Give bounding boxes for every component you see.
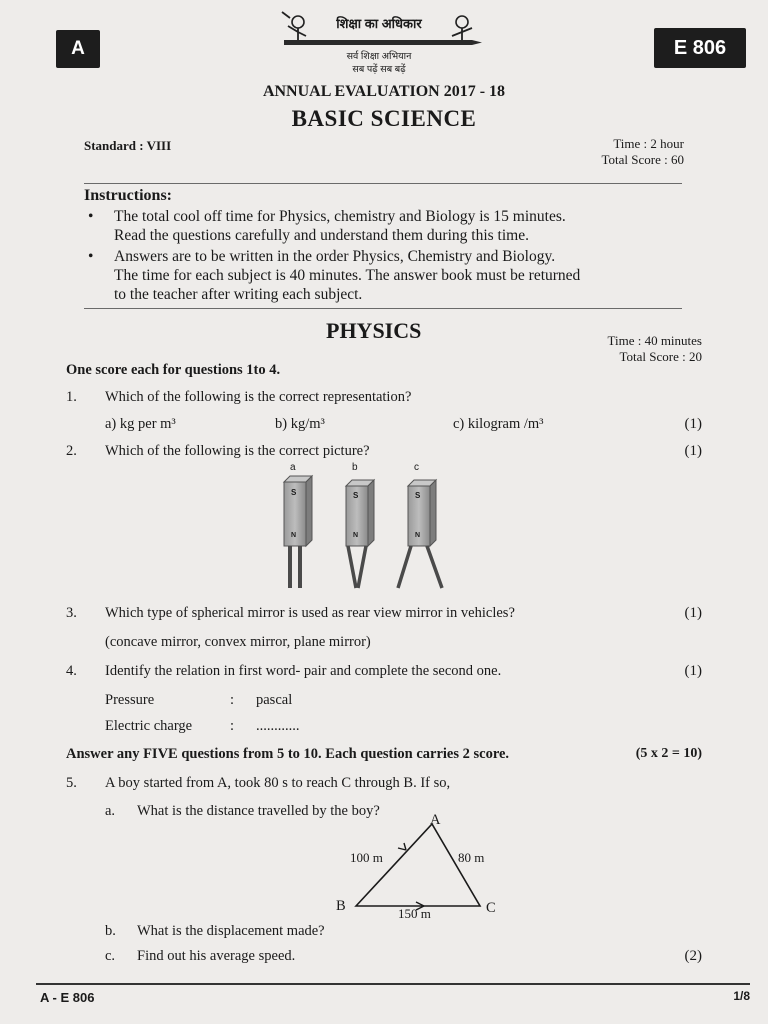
set-label-box (56, 30, 100, 68)
q4-row2-left: Electric charge (105, 718, 193, 734)
paper-code: E 806 (673, 36, 727, 59)
page-number: 1/8 (733, 989, 750, 1003)
q4-row2-blank: ............ (256, 718, 300, 734)
q4-mark: (1) (684, 663, 702, 679)
triangle-figure (330, 812, 510, 926)
q5-text: A boy started from A, took 80 s to reach C through B. If so, (105, 775, 451, 791)
logo-title: शिक्षा का अधिकार (336, 16, 422, 31)
q1-option-a: a) kg per m³ (105, 416, 176, 432)
q5c-label: c. (105, 948, 116, 964)
q3-number: 3. (66, 605, 77, 621)
physics-time: Time : 40 minutes (607, 333, 702, 348)
side-ab-label: 100 m (350, 850, 383, 865)
exam-total-score: Total Score : 60 (601, 152, 684, 167)
standard: Standard : VIII (84, 138, 172, 153)
q5a-label: a. (105, 803, 116, 819)
side-bc-label: 150 m (398, 906, 431, 921)
logo-line2: सब पढ़ें सब बढ़ें (352, 64, 406, 75)
exam-time: Time : 2 hour (613, 136, 684, 151)
side-ac-label: 80 m (458, 850, 485, 865)
logo-line1: सर्व शिक्षा अभियान (346, 51, 412, 62)
section2-heading: Answer any FIVE questions from 5 to 10. Each question carries 2 score. (66, 746, 510, 762)
q5-number: 5. (66, 775, 77, 791)
vertex-c-label: C (486, 900, 496, 916)
instructions-list (84, 207, 684, 304)
instruction-line: to the teacher after writing each subject. (114, 286, 363, 303)
instruction-item (84, 247, 684, 304)
instruction-line: Read the questions carefully and understand them during this time. (114, 227, 529, 244)
q1-mark: (1) (684, 416, 702, 432)
q3-options: (concave mirror, convex mirror, plane mirror) (105, 634, 371, 650)
subject-title: BASIC SCIENCE (291, 106, 477, 131)
section2-marks: (5 x 2 = 10) (635, 746, 702, 761)
instruction-line: The time for each subject is 40 minutes. The answer book must be returned (114, 267, 581, 284)
instruction-line: • Answers are to be written in the order Physics, Chemistry and Biology. (114, 248, 556, 265)
magnets-graphic (270, 462, 450, 596)
q5b-text: What is the displacement made? (137, 923, 325, 939)
footer-paper-code: A - E 806 (40, 990, 95, 1005)
exam-title: ANNUAL EVALUATION 2017 - 18 (262, 83, 506, 100)
q1-option-b: b) kg/m³ (275, 416, 325, 432)
magnet-b-n-pole: N (353, 532, 359, 539)
q4-row1-left: Pressure (105, 692, 155, 708)
magnet-label-c: c (414, 462, 419, 473)
physics-title: PHYSICS (326, 318, 422, 343)
section1-heading: One score each for questions 1to 4. (66, 362, 281, 378)
magnet-b-s-pole: S (353, 491, 359, 500)
q1-option-c: c) kilogram /m³ (453, 416, 544, 432)
vertex-a-label: A (430, 812, 441, 828)
paper-code-box (654, 28, 746, 68)
q3-text: Which type of spherical mirror is used as rear view mirror in vehicles? (105, 605, 515, 621)
q5c-text: Find out his average speed. (137, 948, 296, 964)
q5b-label: b. (105, 923, 116, 939)
q2-mark: (1) (684, 443, 702, 459)
instructions-heading: Instructions: (84, 187, 173, 204)
instruction-line: • The total cool off time for Physics, chemistry and Biology is 15 minutes. (114, 208, 566, 225)
q4-text: Identify the relation in first word- pair and complete the second one. (105, 663, 502, 679)
magnet-label-a: a (290, 462, 296, 473)
q4-row1-right: pascal (256, 692, 293, 708)
q2-number: 2. (66, 443, 77, 459)
q1-number: 1. (66, 389, 77, 405)
q4-number: 4. (66, 663, 77, 679)
physics-total-score: Total Score : 20 (619, 349, 702, 364)
footer-rule (36, 983, 750, 985)
divider (84, 183, 682, 184)
instruction-item (84, 207, 684, 245)
ssa-logo (276, 6, 482, 78)
divider (84, 308, 682, 309)
vertex-b-label: B (336, 898, 346, 914)
magnet-c-s-pole: S (415, 491, 421, 500)
q4-row2-separator: : (230, 718, 235, 734)
q3-mark: (1) (684, 605, 702, 621)
q1-text: Which of the following is the correct representation? (105, 389, 412, 405)
magnets-figure (270, 462, 450, 596)
q2-text: Which of the following is the correct picture? (105, 443, 370, 459)
magnet-c-n-pole: N (415, 532, 421, 539)
magnet-a-n-pole: N (291, 532, 297, 539)
q5-mark: (2) (684, 948, 702, 964)
magnet-label-b: b (352, 462, 358, 473)
q4-row1-separator: : (230, 692, 235, 708)
set-label: A (71, 38, 85, 59)
magnet-a-s-pole: S (291, 488, 297, 497)
q5a-text: What is the distance travelled by the boy? (137, 803, 380, 819)
